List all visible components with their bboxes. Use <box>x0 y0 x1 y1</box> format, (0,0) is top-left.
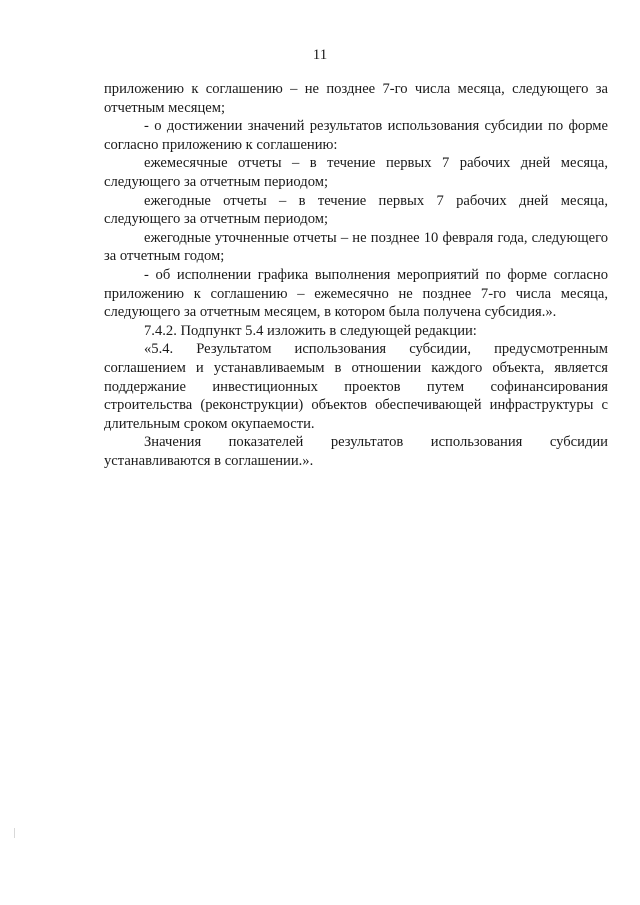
scan-margin-mark <box>14 828 15 838</box>
page-number: 11 <box>312 47 328 63</box>
paragraph-2: - о достижении значений результатов использования субсидии по форме согласно приложению к соглашению: <box>104 118 608 153</box>
paragraph-9: Значения показателей результатов использования субсидии устанавливаются в соглашении.». <box>104 434 608 469</box>
paragraph-4: ежегодные отчеты – в течение первых 7 рабочих дней месяца, следующего за отчетным периодом; <box>104 192 608 228</box>
paragraph-6: - об исполнении графика выполнения мероприятий по форме согласно приложению к соглашению – ежемесячно не позднее 7-го числа месяца, следующего за отчетным месяцем, в котором была получена субсидия.». <box>104 266 608 321</box>
paragraph-7: 7.4.2. Подпункт 5.4 изложить в следующей редакции: <box>144 322 477 339</box>
paragraph-3: ежемесячные отчеты – в течение первых 7 рабочих дней месяца, следующего за отчетным периодом; <box>104 155 608 190</box>
paragraph-5: ежегодные уточненные отчеты – не позднее 10 февраля года, следующего за отчетным годом; <box>104 229 608 265</box>
document-body <box>104 80 608 470</box>
paragraph-1: приложению к соглашению – не позднее 7-го числа месяца, следующего за отчетным месяцем; <box>104 81 608 116</box>
paragraph-8: «5.4. Результатом использования субсидии, предусмотренным соглашением и устанавливаемым в отношении каждого объекта, является поддержание инвестиционных проектов путем софинансирования строительства (реконструкции) объектов обеспечивающей инфраструктуры с длительным сроком окупаемости. <box>104 341 608 432</box>
